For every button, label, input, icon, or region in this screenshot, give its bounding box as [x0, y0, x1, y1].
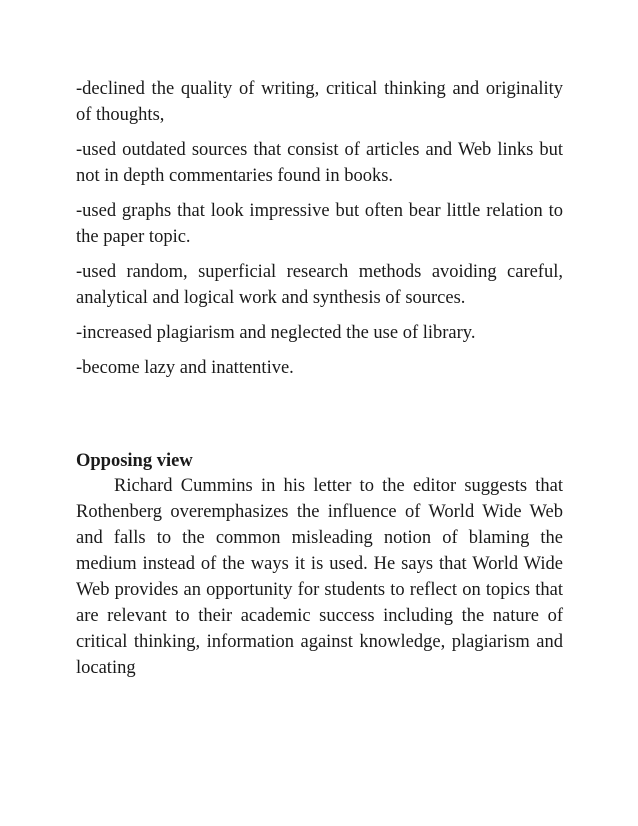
section-heading: Opposing view: [76, 451, 193, 471]
bullet-item: -used random, superficial research methods avoiding careful, analytical and logical work and synthesis of sources.: [76, 262, 563, 308]
page-content: [76, 76, 563, 681]
bullet-item: -increased plagiarism and neglected the use of library.: [76, 323, 476, 343]
bullet-item: -become lazy and inattentive.: [76, 358, 294, 378]
body-paragraph: Richard Cummins in his letter to the editor suggests that Rothenberg overemphasizes the influence of World Wide Web and falls to the common misleading notion of blaming the medium instead of the ways it is used. He says that World Wide Web provides an opportunity for students to reflect on topics that are relevant to their academic success including the nature of critical thinking, information against knowledge, plagiarism and locating: [76, 476, 563, 678]
bullet-item: -used graphs that look impressive but often bear little relation to the paper topic.: [76, 201, 563, 247]
bullet-item: -declined the quality of writing, critical thinking and originality of thoughts,: [76, 79, 563, 125]
bullet-item: -used outdated sources that consist of articles and Web links but not in depth commentaries found in books.: [76, 140, 563, 186]
